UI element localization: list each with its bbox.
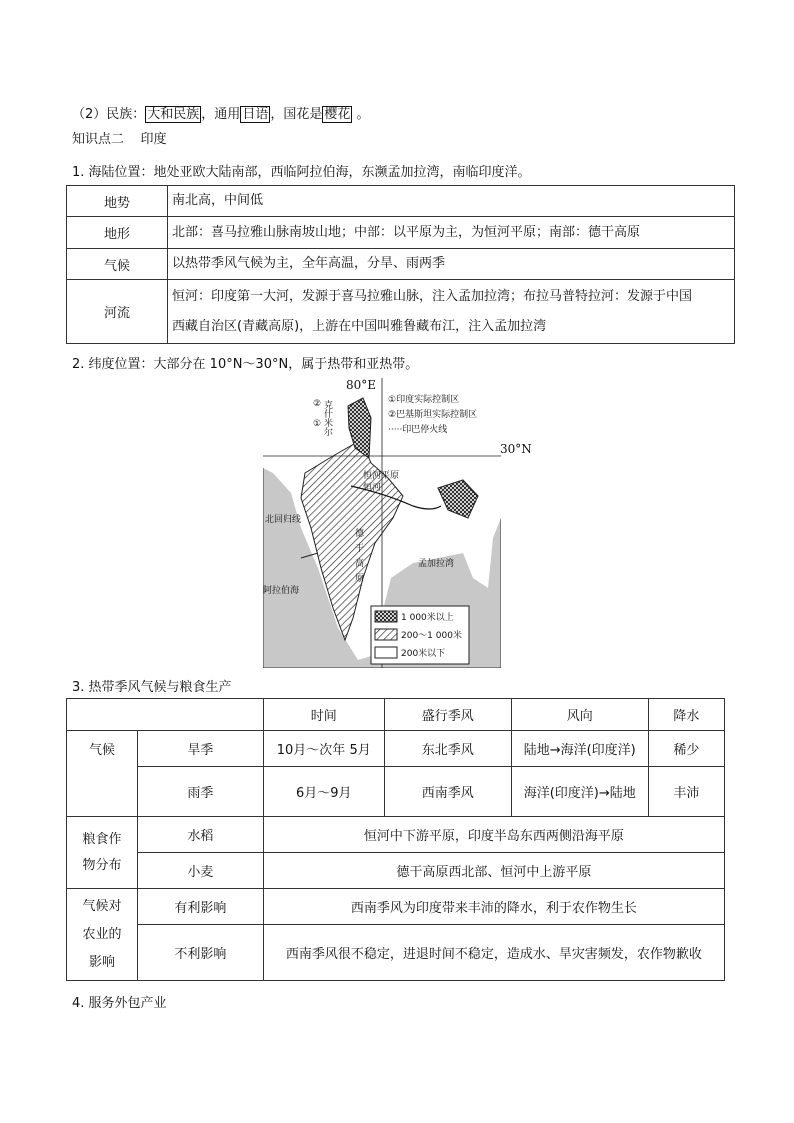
national-flower-answer: 樱花 [324, 107, 351, 122]
row-value: 南北高，中间低 [168, 186, 735, 217]
header-time: 时间 [263, 699, 384, 731]
table-row [67, 817, 725, 853]
paragraph-monsoon: 3. 热带季风气候与粮食生产 [72, 680, 232, 695]
good-impact-text: 西南季风为印度带来丰沛的降水，利于农作物生长 [263, 889, 724, 925]
circle-1-label: ① [313, 419, 322, 429]
text-line: 粮食作 [82, 831, 122, 847]
text-line: 恒河：印度第一大河，发源于喜马拉雅山脉，注入孟加拉湾；布拉马普特拉河：发源于中国 [172, 288, 693, 304]
wet-wind: 海洋(印度洋)→陆地 [511, 767, 648, 817]
legend-swatch-high [375, 611, 397, 622]
wheat-label: 小麦 [138, 853, 264, 889]
row-value [168, 280, 735, 344]
monsoon-agriculture-table [66, 698, 725, 981]
dry-monsoon: 东北季风 [384, 731, 511, 767]
text-span: ，通用 [201, 107, 241, 122]
row-key: 地形 [67, 217, 168, 249]
row-key: 地势 [67, 186, 168, 217]
arabian-sea-label: 阿拉伯海 [263, 586, 300, 596]
paragraph-location: 1. 海陆位置：地处亚欧大陆南部，西临阿拉伯海，东濒孟加拉湾，南临印度洋。 [72, 165, 531, 180]
paragraph-outsourcing: 4. 服务外包产业 [72, 996, 167, 1011]
table-row [67, 925, 725, 981]
table-row [67, 889, 725, 925]
table-cell [67, 699, 264, 731]
crop-label [67, 817, 138, 889]
language-answer: 日语 [242, 107, 269, 122]
dry-wind: 陆地→海洋(印度洋) [511, 731, 648, 767]
bad-impact-label: 不利影响 [138, 925, 264, 981]
ganges-river-label: 恒河 [363, 483, 382, 493]
legend-ceasefire-line: ·····印巴停火线 [388, 425, 448, 435]
legend-pakistan-control: ②巴基斯坦实际控制区 [388, 410, 478, 420]
india-map [263, 378, 501, 668]
text-span: ，国花是 [270, 107, 323, 122]
dry-season: 旱季 [138, 731, 264, 767]
climate-label: 气候 [67, 731, 138, 817]
row-key: 气候 [67, 249, 168, 280]
dry-rain: 稀少 [648, 731, 724, 767]
legend-low-label: 200米以下 [401, 649, 446, 659]
legend-swatch-mid [375, 629, 397, 640]
row-key: 河流 [67, 280, 168, 344]
text-line: 气候对 [82, 898, 122, 914]
wet-monsoon: 西南季风 [384, 767, 511, 817]
bad-impact-text: 西南季风很不稳定，进退时间不稳定，造成水、旱灾害频发，农作物歉收 [263, 925, 724, 981]
table-row [67, 699, 725, 731]
section-title: 知识点二 印度 [72, 132, 167, 147]
rice-distribution: 恒河中下游平原，印度半岛东西两侧沿海平原 [263, 817, 724, 853]
header-rain: 降水 [648, 699, 724, 731]
text-line: 农业的 [82, 926, 122, 942]
india-geography-table [66, 185, 735, 344]
longitude-label: 80°E [346, 378, 377, 392]
table-row [67, 767, 725, 817]
text-line: 物分布 [82, 857, 122, 873]
table-row [67, 731, 725, 767]
good-impact-label: 有利影响 [138, 889, 264, 925]
text-span: 。 [352, 107, 370, 122]
table-row [67, 853, 725, 889]
text-line: 西藏自治区(青藏高原)，上游在中国叫雅鲁藏布江，注入孟加拉湾 [172, 318, 547, 334]
dry-time: 10月～次年 5月 [263, 731, 384, 767]
wet-rain: 丰沛 [648, 767, 724, 817]
text-line: 影响 [88, 954, 115, 970]
rice-label: 水稻 [138, 817, 264, 853]
legend-swatch-low [375, 647, 397, 658]
legend-mid-label: 200～1 000米 [401, 631, 462, 641]
tropic-label: 北回归线 [265, 515, 302, 525]
paragraph-latitude: 2. 纬度位置：大部分在 10°N～30°N，属于热带和亚热带。 [72, 357, 419, 372]
table-row [67, 186, 735, 217]
wheat-distribution: 德干高原西北部、恒河中上游平原 [263, 853, 724, 889]
row-value: 北部：喜马拉雅山脉南坡山地；中部：以平原为主，为恒河平原；南部：德干高原 [168, 217, 735, 249]
wet-time: 6月～9月 [263, 767, 384, 817]
wet-season: 雨季 [138, 767, 264, 817]
circle-2-label: ② [313, 399, 322, 409]
latitude-label: 30°N [500, 442, 532, 456]
bay-of-bengal-label: 孟加拉湾 [418, 559, 455, 569]
ethnicity-line [72, 103, 370, 122]
ganges-plain-label: 恒河平原 [363, 471, 400, 481]
row-value: 以热带季风气候为主，全年高温，分旱、雨两季 [168, 249, 735, 280]
impact-label [67, 889, 138, 981]
ethnicity-prefix: （2）民族： [72, 107, 146, 122]
legend-india-control: ①印度实际控制区 [388, 395, 460, 405]
header-monsoon: 盛行季风 [384, 699, 511, 731]
header-wind: 风向 [511, 699, 648, 731]
ethnic-group-answer: 大和民族 [147, 107, 200, 122]
table-row [67, 249, 735, 280]
table-row [67, 217, 735, 249]
deccan-label: 德干高原 [353, 528, 363, 588]
table-row [67, 280, 735, 344]
kashmir-label: 克什米尔 [322, 400, 332, 436]
legend-high-label: 1 000米以上 [401, 613, 454, 623]
